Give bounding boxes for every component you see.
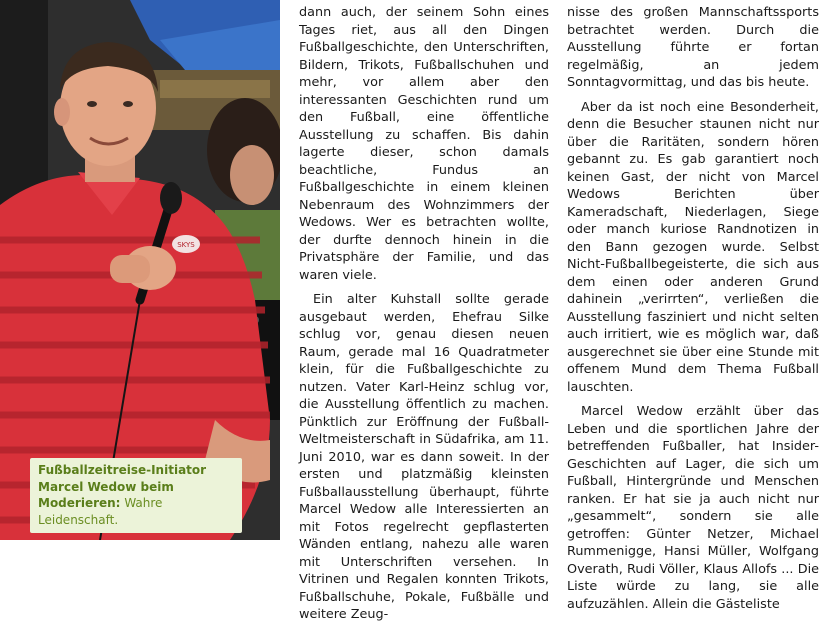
column1-paragraph-2: Ein alter Kuhstall sollte gerade ausgebaut werden, Ehefrau Silke schlug vor, genau diesen neuen Raum, gerade mal 16 Quadratmeter klein, für die Fußballgeschichte zu nutzen. Vater Karl-Heinz schlug vor, die Ausstellung öffentlich zu machen. Pünktlich zur Eröffnung der Fußball-Weltmeisterschaft in Südafrika, am 11. Juni 2010, war es dann soweit. In der ersten und platzmäßig kleinsten Fußballausstellung überhaupt, führte Marcel Wedow alle Interessierten an mit Fotos regelrecht gepflasterten Wänden entlang, nahezu alle waren mit Unterschriften versehen. In Vitrinen und Regalen konnten Trikots, Fußballschuhe, Pokale, Fußbälle und weitere Zeug- xyxy=(299,292,549,622)
column2-paragraph-2: Aber da ist noch eine Besonderheit, denn die Besucher staunen nicht nur über die Raritäten, sondern hören gebannt zu. Es gab garantiert noch keinen Gast, der nicht von Marcel Wedows Berichten über Kameradschaft, Niederlagen, Siege oder manch kuriose Randnotizen in den Bann gezogen wurde. Selbst Nicht-Fußballbegeisterte, die sich aus dem einen oder anderen Grund dahinein „verirrten“, verließen die Ausstellung fasziniert und nicht selten auch irritiert, wie es möglich war, daß ausgerechnet sie über eine Stunde mit offenem Mund dem Thema Fußball lauschten. xyxy=(567,99,819,395)
caption-lead: Fußballzeitreise-Initiator Marcel Wedow beim Moderieren: xyxy=(38,463,207,510)
caption-rest: Wahre Leidenschaft. xyxy=(38,496,163,527)
article-column-1 xyxy=(299,4,549,631)
shirt-badge-text: SKYS xyxy=(177,241,195,249)
article-photo xyxy=(0,0,280,540)
photo-caption xyxy=(30,458,242,533)
column2-paragraph-3: Marcel Wedow erzählt über das Leben und die sportlichen Jahre der betreffenden Fußballer, hat Insider-Geschichten auf Lager, die sich um Fußball, Hintergründe und Menschen ranken. Er hat sie ja auch nicht nur „gesammelt“, sondern sie alle getroffen: Günter Netzer, Michael Rummenigge, Hansi Müller, Wolfgang Overath, Rudi Völler, Klaus Allofs ... Die Liste würde zu lang, sie alle aufzuzählen. Allein die Gästeliste xyxy=(567,404,819,612)
column2-paragraph-1: nisse des großen Mannschaftssports betrachtet werden. Durch die Ausstellung führte er fortan regelmäßig, an jedem Sonntagvormittag, und das bis heute. xyxy=(567,5,819,90)
column1-paragraph-1: dann auch, der seinem Sohn eines Tages riet, aus all den Dingen Fußballgeschichte, den Unterschriften, Bildern, Trikots, Fußballschuhen und mehr, vor allem aber den interessanten Geschichten rund um den Fußball, eine öffentliche Ausstellung zu schaffen. Bis dahin lagerte dieser, schon damals beachtliche, Fundus an Fußballgeschichte in einem kleinen Nebenraum des Wohnzimmers der Wedows. Wer es betrachten wollte, der durfte dennoch hinein in die Privatsphäre der Familie, und das waren viele. xyxy=(299,5,549,283)
article-column-2 xyxy=(567,4,819,620)
